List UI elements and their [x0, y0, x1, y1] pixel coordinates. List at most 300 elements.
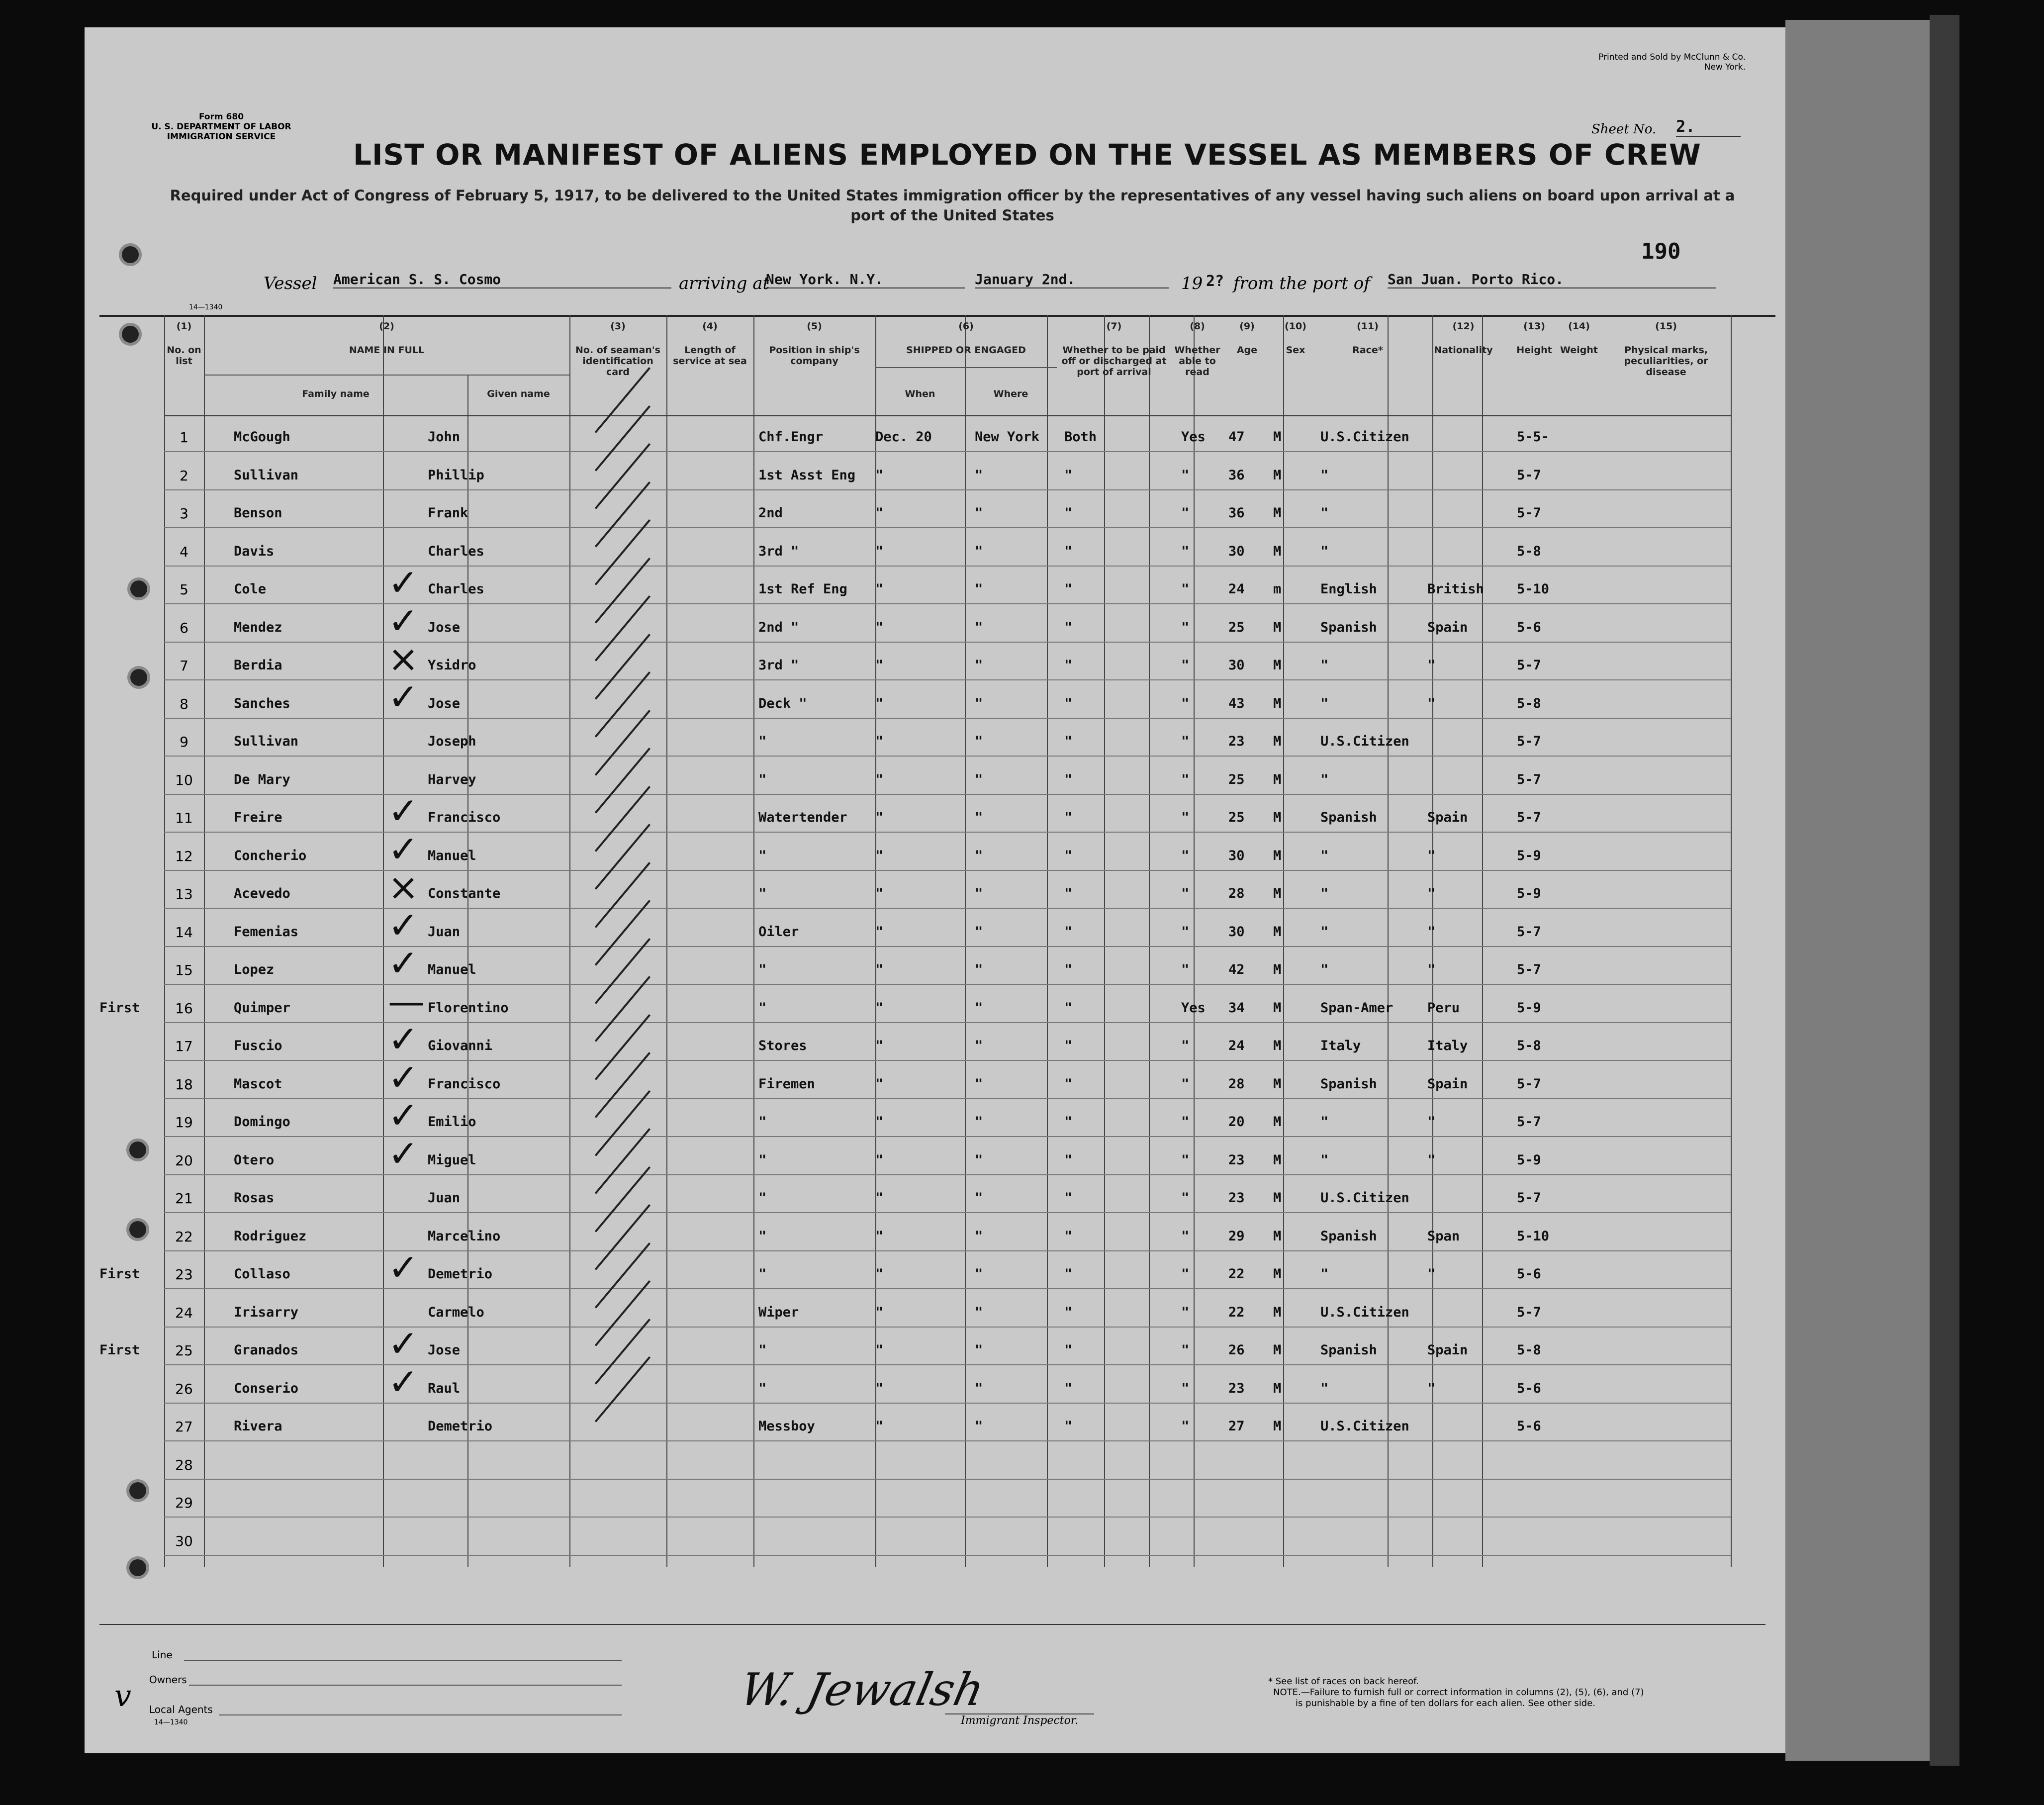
table-cell-race: Spanish	[1320, 1228, 1377, 1244]
id-card-tick	[595, 1128, 650, 1194]
grid-col-line	[1047, 315, 1048, 1567]
table-cell-nationality: "	[1427, 658, 1436, 673]
table-cell-where: "	[975, 1419, 983, 1434]
table-cell-race: Italy	[1320, 1038, 1361, 1053]
table-cell-family: De Mary	[234, 771, 290, 787]
table-cell-no: 16	[175, 1000, 193, 1017]
table-cell-paid: "	[1064, 1304, 1073, 1320]
column-label-c11: Race*	[1352, 345, 1383, 356]
table-cell-paid: "	[1064, 1342, 1073, 1358]
column-label-c9: Age	[1236, 345, 1258, 356]
table-cell-read: "	[1181, 1380, 1190, 1396]
local-agents-label: Local Agents	[149, 1704, 213, 1715]
table-cell-sex: M	[1273, 734, 1282, 749]
table-cell-height: 5-9	[1517, 848, 1541, 863]
table-cell-given: Jose	[428, 619, 461, 635]
table-cell-nationality: Spain	[1427, 810, 1468, 825]
table-cell-height: 5-9	[1517, 1152, 1541, 1168]
table-cell-when: "	[875, 771, 884, 787]
id-card-tick	[595, 1319, 650, 1385]
table-cell-age: 42	[1228, 962, 1245, 977]
table-cell-position: "	[758, 848, 767, 863]
table-cell-nationality: "	[1427, 886, 1436, 901]
column-number: (9)	[1239, 321, 1255, 332]
table-cell-position: "	[758, 734, 767, 749]
table-cell-age: 36	[1228, 505, 1245, 521]
table-cell-given: Raul	[428, 1380, 461, 1396]
manifest-title: LIST OR MANIFEST OF ALIENS EMPLOYED ON THE VESSEL AS MEMBERS OF CREW	[353, 138, 1701, 172]
table-cell-position: "	[758, 1190, 767, 1206]
vessel-name: American S. S. Cosmo	[333, 271, 671, 288]
table-cell-age: 24	[1228, 581, 1245, 597]
table-cell-race: "	[1320, 1380, 1329, 1396]
table-cell-given: Demetrio	[428, 1419, 493, 1434]
table-cell-when: "	[875, 505, 884, 521]
table-cell-no: 24	[175, 1304, 193, 1321]
table-cell-no: 25	[175, 1342, 193, 1359]
table-cell-family: Femenias	[234, 924, 299, 940]
table-cell-read: Yes	[1181, 1000, 1206, 1016]
column-label-c13: Height	[1516, 345, 1552, 356]
table-cell-where: "	[975, 734, 983, 749]
printer-credit: Printed and Sold by McClunn & Co. New York.	[1598, 52, 1746, 72]
table-cell-race: "	[1320, 848, 1329, 863]
table-cell-age: 22	[1228, 1304, 1245, 1320]
table-cell-where: "	[975, 1038, 983, 1053]
table-cell-no: 29	[175, 1495, 193, 1511]
footer-rule	[99, 1624, 1765, 1625]
table-cell-sex: M	[1273, 1114, 1282, 1130]
table-cell-family: Mendez	[234, 619, 282, 635]
table-cell-sex: M	[1273, 962, 1282, 977]
table-cell-read: "	[1181, 810, 1190, 825]
table-cell-no: 30	[175, 1532, 193, 1549]
table-cell-when: "	[875, 962, 884, 977]
table-cell-given: Miguel	[428, 1152, 476, 1168]
table-cell-race: "	[1320, 505, 1329, 521]
id-card-tick	[595, 1090, 650, 1156]
table-cell-where: "	[975, 619, 983, 635]
check-mark: ✓	[388, 828, 419, 871]
row-rule	[164, 527, 1731, 528]
table-cell-when: "	[875, 1266, 884, 1282]
table-cell-given: Marcelino	[428, 1228, 501, 1244]
table-cell-race: "	[1320, 1266, 1329, 1282]
table-cell-read: "	[1181, 771, 1190, 787]
page-number: 190	[1641, 239, 1681, 264]
check-mark: ✓	[388, 1360, 419, 1404]
table-cell-when: "	[875, 658, 884, 673]
table-cell-sex: M	[1273, 619, 1282, 635]
table-cell-given: Ysidro	[428, 658, 476, 673]
table-cell-no: 14	[175, 924, 193, 941]
where-header: Where	[993, 388, 1028, 399]
row-rule	[164, 1517, 1731, 1518]
table-cell-position: 1st Asst Eng	[758, 467, 856, 483]
table-cell-family: Rodriguez	[234, 1228, 307, 1244]
table-cell-read: "	[1181, 1304, 1190, 1320]
table-cell-age: 23	[1228, 1152, 1245, 1168]
table-cell-read: "	[1181, 848, 1190, 863]
table-cell-paid: "	[1064, 658, 1073, 673]
table-cell-given: Emilio	[428, 1114, 476, 1130]
table-cell-given: Demetrio	[428, 1266, 493, 1282]
table-cell-race: U.S.Citizen	[1320, 429, 1409, 445]
table-cell-given: Frank	[428, 505, 468, 521]
id-card-tick	[595, 710, 650, 776]
table-cell-paid: "	[1064, 1114, 1073, 1130]
table-cell-nationality: Spain	[1427, 1342, 1468, 1358]
table-cell-family: Otero	[234, 1152, 275, 1168]
table-cell-family: Benson	[234, 505, 282, 521]
grid-col-line	[1194, 315, 1195, 1567]
table-cell-no: 1	[180, 429, 188, 446]
table-cell-when: "	[875, 1380, 884, 1396]
table-cell-height: 5-7	[1517, 962, 1541, 977]
id-card-tick	[595, 786, 650, 852]
table-cell-where: "	[975, 581, 983, 597]
id-card-tick	[595, 1356, 650, 1423]
table-cell-race: U.S.Citizen	[1320, 1190, 1409, 1206]
table-cell-age: 23	[1228, 734, 1245, 749]
table-cell-race: "	[1320, 924, 1329, 940]
table-cell-position: Watertender	[758, 810, 847, 825]
table-cell-read: "	[1181, 886, 1190, 901]
id-card-tick	[595, 824, 650, 890]
table-cell-height: 5-7	[1517, 1076, 1541, 1092]
grid-col-line	[164, 315, 165, 1567]
table-cell-age: 47	[1228, 429, 1245, 445]
table-cell-nationality: "	[1427, 1152, 1436, 1168]
table-cell-sex: M	[1273, 924, 1282, 940]
table-cell-nationality: "	[1427, 924, 1436, 940]
table-cell-where: "	[975, 1190, 983, 1206]
table-cell-where: "	[975, 1266, 983, 1282]
table-cell-where: "	[975, 1228, 983, 1244]
table-cell-given: Joseph	[428, 734, 476, 749]
id-card-tick	[595, 976, 650, 1042]
table-cell-given: John	[428, 429, 461, 445]
table-cell-race: "	[1320, 467, 1329, 483]
id-card-tick	[595, 938, 650, 1004]
table-cell-sex: M	[1273, 1380, 1282, 1396]
table-cell-when: "	[875, 1228, 884, 1244]
line-field	[184, 1660, 622, 1661]
table-cell-when: "	[875, 1190, 884, 1206]
id-card-tick	[595, 748, 650, 814]
table-cell-family: Acevedo	[234, 886, 290, 901]
penalty-note: NOTE.—Failure to furnish full or correct information in columns (2), (5), (6), and (7)	[1273, 1687, 1644, 1698]
grid-col-line	[1731, 315, 1732, 1567]
table-cell-where: "	[975, 695, 983, 711]
table-cell-no: 4	[180, 543, 188, 560]
table-cell-paid: "	[1064, 695, 1073, 711]
table-cell-height: 5-8	[1517, 543, 1541, 559]
table-cell-read: "	[1181, 924, 1190, 940]
column-number: (7)	[1106, 321, 1122, 332]
table-cell-paid: "	[1064, 1228, 1073, 1244]
table-cell-family: Rivera	[234, 1419, 282, 1434]
table-cell-position: "	[758, 962, 767, 977]
table-cell-position: Chf.Engr	[758, 429, 824, 445]
column-number: (5)	[807, 321, 822, 332]
table-cell-position: "	[758, 1380, 767, 1396]
table-cell-read: "	[1181, 658, 1190, 673]
id-card-tick	[595, 1014, 650, 1080]
table-cell-race: Span-Amer	[1320, 1000, 1394, 1016]
table-cell-when: "	[875, 1038, 884, 1053]
row-rule	[164, 489, 1731, 490]
table-cell-no: 3	[180, 505, 188, 522]
table-cell-no: 5	[180, 581, 188, 598]
table-cell-read: "	[1181, 734, 1190, 749]
table-cell-given: Jose	[428, 695, 461, 711]
table-cell-height: 5-7	[1517, 1304, 1541, 1320]
column-label-c2: NAME IN FULL	[349, 345, 425, 356]
table-cell-no: 21	[175, 1190, 193, 1207]
table-cell-position: "	[758, 886, 767, 901]
table-cell-given: Giovanni	[428, 1038, 493, 1053]
id-card-tick	[595, 519, 650, 585]
grid-col-line	[1283, 315, 1284, 1567]
table-cell-no: 15	[175, 962, 193, 978]
column-number: (15)	[1655, 321, 1677, 332]
table-cell-no: 13	[175, 886, 193, 902]
row-rule	[164, 451, 1731, 452]
table-cell-sex: M	[1273, 429, 1282, 445]
table-cell-race: "	[1320, 1114, 1329, 1130]
table-cell-height: 5-5-	[1517, 429, 1550, 445]
id-card-tick	[595, 634, 650, 700]
table-cell-nationality: Span	[1427, 1228, 1460, 1244]
check-mark: ✓	[388, 1018, 419, 1061]
table-cell-family: Concherio	[234, 848, 307, 863]
table-cell-age: 43	[1228, 695, 1245, 711]
service-name: IMMIGRATION SERVICE	[167, 132, 276, 142]
table-cell-margin: First	[99, 1266, 140, 1282]
column-number: (14)	[1568, 321, 1590, 332]
table-cell-sex: M	[1273, 1000, 1282, 1016]
inspector-signature: W. Jewalsh	[735, 1664, 989, 1716]
table-cell-family: Conserio	[234, 1380, 299, 1396]
table-cell-given: Charles	[428, 543, 484, 559]
form-number: Form 680	[198, 112, 244, 122]
table-cell-sex: M	[1273, 1419, 1282, 1434]
table-cell-given: Francisco	[428, 810, 501, 825]
table-cell-read: Yes	[1181, 429, 1206, 445]
column-number: (4)	[702, 321, 718, 332]
sheet-label: Sheet No.	[1591, 122, 1657, 137]
table-cell-sex: M	[1273, 1266, 1282, 1282]
table-cell-family: Mascot	[234, 1076, 282, 1092]
table-cell-nationality: "	[1427, 695, 1436, 711]
table-cell-where: "	[975, 1304, 983, 1320]
column-label-c6: SHIPPED OR ENGAGED	[906, 345, 1026, 356]
table-cell-nationality: "	[1427, 1114, 1436, 1130]
table-cell-nationality: "	[1427, 1266, 1436, 1282]
table-cell-position: Deck "	[758, 695, 807, 711]
column-label-c5: Position in ship's company	[769, 345, 860, 367]
table-cell-given: Francisco	[428, 1076, 501, 1092]
id-card-tick	[595, 1052, 650, 1118]
table-cell-paid: "	[1064, 1000, 1073, 1016]
table-cell-race: English	[1320, 581, 1377, 597]
table-cell-race: Spanish	[1320, 619, 1377, 635]
table-cell-when: "	[875, 734, 884, 749]
table-cell-position: "	[758, 771, 767, 787]
races-note: * See list of races on back hereof.	[1268, 1676, 1419, 1687]
column-label-c3: No. of seaman's identification card	[575, 345, 660, 378]
grid-col-line	[1388, 315, 1389, 1567]
table-cell-height: 5-6	[1517, 1266, 1541, 1282]
table-cell-where: "	[975, 1380, 983, 1396]
column-label-c14: Weight	[1560, 345, 1598, 356]
column-number: (3)	[610, 321, 626, 332]
table-cell-age: 20	[1228, 1114, 1245, 1130]
agents-code: 14—1340	[154, 1718, 188, 1726]
table-cell-no: 17	[175, 1038, 193, 1054]
column-number: (8)	[1190, 321, 1205, 332]
table-cell-sex: M	[1273, 1038, 1282, 1053]
table-cell-height: 5-6	[1517, 1380, 1541, 1396]
table-cell-given: Charles	[428, 581, 484, 597]
table-cell-given: Juan	[428, 1190, 461, 1206]
check-mark: ✓	[388, 599, 419, 643]
column-number: (2)	[379, 321, 394, 332]
table-cell-read: "	[1181, 1419, 1190, 1434]
table-cell-given: Phillip	[428, 467, 484, 483]
table-cell-no: 22	[175, 1228, 193, 1245]
table-cell-sex: M	[1273, 771, 1282, 787]
table-cell-read: "	[1181, 467, 1190, 483]
table-cell-where: "	[975, 1000, 983, 1016]
column-label-c8: Whether able to read	[1174, 345, 1220, 378]
table-cell-when: "	[875, 1000, 884, 1016]
table-cell-position: "	[758, 1266, 767, 1282]
table-cell-age: 23	[1228, 1190, 1245, 1206]
table-cell-read: "	[1181, 1152, 1190, 1168]
table-cell-when: "	[875, 619, 884, 635]
column-number: (13)	[1523, 321, 1545, 332]
table-cell-age: 25	[1228, 771, 1245, 787]
table-cell-paid: "	[1064, 1038, 1073, 1053]
table-cell-when: "	[875, 1076, 884, 1092]
table-cell-when: "	[875, 1342, 884, 1358]
table-cell-where: "	[975, 886, 983, 901]
manifest-page	[85, 27, 1785, 1753]
table-cell-no: 6	[180, 619, 188, 636]
table-cell-given: Manuel	[428, 848, 476, 863]
check-mark: ✓	[388, 675, 419, 719]
table-cell-paid: "	[1064, 1266, 1073, 1282]
table-cell-paid: "	[1064, 1152, 1073, 1168]
table-cell-sex: M	[1273, 467, 1282, 483]
table-cell-sex: M	[1273, 1342, 1282, 1358]
check-mark: ✓	[388, 1246, 419, 1289]
table-cell-position: Wiper	[758, 1304, 799, 1320]
table-cell-no: 9	[180, 734, 188, 750]
table-cell-race: "	[1320, 771, 1329, 787]
table-cell-when: "	[875, 886, 884, 901]
from-label: from the port of	[1233, 274, 1370, 293]
table-cell-no: 12	[175, 848, 193, 864]
table-cell-where: "	[975, 810, 983, 825]
grid-col-line	[1149, 315, 1150, 1567]
table-cell-sex: M	[1273, 1304, 1282, 1320]
from-port: San Juan. Porto Rico.	[1388, 271, 1716, 288]
table-cell-paid: "	[1064, 1076, 1073, 1092]
table-cell-family: Sanches	[234, 695, 290, 711]
table-cell-when: "	[875, 1152, 884, 1168]
table-cell-age: 28	[1228, 1076, 1245, 1092]
table-cell-when: "	[875, 543, 884, 559]
year-suffix: 2?	[1206, 273, 1224, 290]
table-cell-paid: "	[1064, 924, 1073, 940]
table-cell-position: Firemen	[758, 1076, 815, 1092]
table-cell-age: 30	[1228, 848, 1245, 863]
book-binding	[1785, 20, 1950, 1761]
check-mark: ✓	[388, 790, 419, 833]
table-cell-sex: M	[1273, 505, 1282, 521]
table-cell-family: Fuscio	[234, 1038, 282, 1053]
table-cell-sex: M	[1273, 1228, 1282, 1244]
grid-col-line	[383, 315, 384, 1567]
table-cell-where: "	[975, 1076, 983, 1092]
header-bottom-rule	[164, 415, 1731, 416]
check-mark: ✓	[388, 942, 419, 985]
table-cell-position: Messboy	[758, 1419, 815, 1434]
table-cell-paid: "	[1064, 543, 1073, 559]
table-cell-nationality: Spain	[1427, 1076, 1468, 1092]
table-cell-family: Domingo	[234, 1114, 290, 1130]
table-cell-race: "	[1320, 658, 1329, 673]
table-cell-family: Quimper	[234, 1000, 290, 1016]
table-cell-paid: "	[1064, 1190, 1073, 1206]
table-cell-read: "	[1181, 1190, 1190, 1206]
table-cell-height: 5-10	[1517, 1228, 1550, 1244]
pen-mark: v	[114, 1679, 131, 1713]
table-cell-no: 26	[175, 1380, 193, 1397]
agents-field	[219, 1714, 622, 1715]
table-cell-margin: First	[99, 1000, 140, 1016]
table-cell-height: 5-8	[1517, 1038, 1541, 1053]
table-cell-family: Freire	[234, 810, 282, 825]
table-cell-nationality: "	[1427, 1380, 1436, 1396]
inspector-label: Immigrant Inspector.	[945, 1713, 1094, 1727]
check-mark: ×	[388, 866, 419, 909]
table-cell-position: "	[758, 1152, 767, 1168]
table-cell-sex: M	[1273, 1152, 1282, 1168]
table-cell-position: "	[758, 1228, 767, 1244]
table-cell-no: 8	[180, 695, 188, 712]
table-cell-no: 11	[175, 810, 193, 826]
column-label-c12: Nationality	[1434, 345, 1493, 356]
grid-col-line	[1104, 315, 1105, 1567]
table-cell-paid: "	[1064, 771, 1073, 787]
table-cell-nationality: British	[1427, 581, 1484, 597]
table-cell-where: New York	[975, 429, 1040, 445]
table-cell-where: "	[975, 962, 983, 977]
form-code: 14—1340	[189, 303, 223, 311]
table-cell-position: "	[758, 1000, 767, 1016]
table-cell-sex: M	[1273, 886, 1282, 901]
penalty-note-2: is punishable by a fine of ten dollars for each alien. See other side.	[1296, 1698, 1595, 1709]
given-name-header: Given name	[487, 388, 550, 399]
table-cell-where: "	[975, 771, 983, 787]
check-mark: —	[388, 980, 425, 1023]
table-cell-given: Carmelo	[428, 1304, 484, 1320]
table-cell-family: Lopez	[234, 962, 275, 977]
